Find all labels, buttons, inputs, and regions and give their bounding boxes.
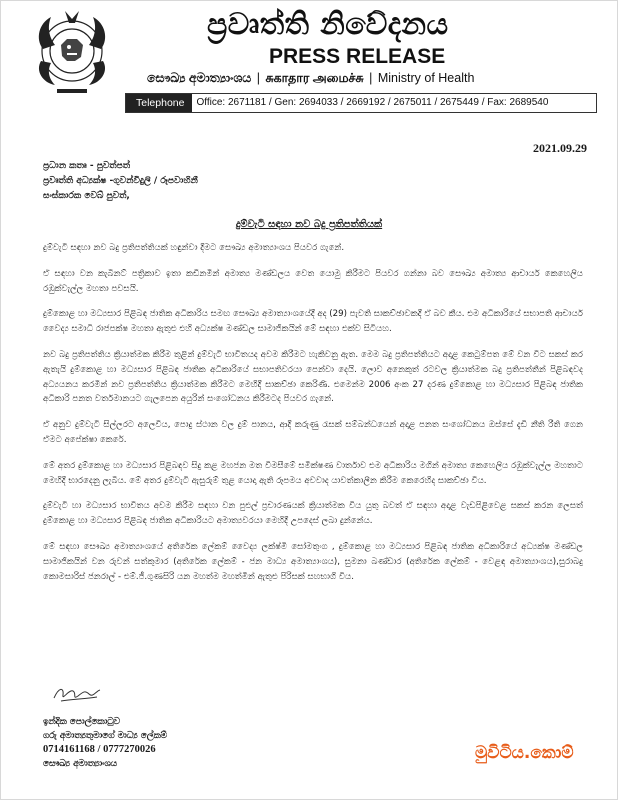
ministry-line <box>147 71 474 87</box>
telephone-numbers: Office: 2671181 / Gen: 2694033 / 2669192 / 2675011 / 2675449 / Fax: 2689540 <box>196 97 549 108</box>
body-paragraph: මේ සඳහා සෞඛ්‍ය අමාත්‍යාංශයේ අතිරේක ලේකම් වෛද්‍ය ලක්ෂ්මි සෝමතුංග , දුම්කොළ හා මධ්‍යසාර පිළිබඳ ජාතික අධිකාරියේ අධ්‍යක්ෂ මණ්ඩල සාමාජිකයින් වන රුවන් සත්කුමාර (අතිරේක ලේකම් - ජන මාධ්‍ය අමාත්‍යාංශය), සුමනා බණ්ඩාර (අතිරේක ලේකම් - වෙළඳ අමාත්‍යාංශය),සුරාබදු කොමසාරිස් ජනරාල් - එම්.ජී.ගුණසිරි යන මහත්ම මහත්මීන් ඇතුළු පිරිසක් සහභාගි විය. <box>43 541 583 582</box>
ministry-english: Ministry of Health <box>377 71 475 85</box>
telephone-label: Telephone <box>126 94 192 112</box>
body-paragraph: දුම්කොළ හා මධ්‍යසාර පිළිබඳ ජාතික අධිකාරිය සමඟ සෞඛ්‍ය අමාත්‍යාංශයේදී අද (29) පැවති සාකච්ඡාවකදී ඒ බව කීය. එම අධිකාරියේ සභාපති ආචාර්ය වෛද්‍ය සමාධි රාජපක්ෂ මහතා ඇතුළු එහි අධ්‍යක්ෂ මණ්ඩල සාමාජිකයින් මේ සඳහා එක්ව සිටියහ. <box>43 309 583 335</box>
sri-lanka-national-emblem-icon <box>31 9 113 101</box>
handwritten-signature-icon <box>51 681 103 705</box>
body-paragraph: මේ අතර දුම්කොළ හා මධ්‍යසාර පිළිබඳව සිදු කළ මහජන මත විමසීමේ සමීක්ෂණ වාර්තාව එම අධිකාරිය මගින් අමාත්‍ය කෙහෙලිය රඹුක්වැල්ල මහතාට මෙහිදී භාරදෙනු ලැබීය. මේ අතර දුම්වැටි ඇසුරුම් තුළ යොදා ඇති රූපමය අවවාද යාවත්කාලීන කිරීම කෙරෙහිද සාකච්ඡා විය. <box>43 460 583 486</box>
body-paragraph: දුම්වැටි සඳහා නව බදු ප්‍රතිපත්තියක් හඳුන්වා දීමට සෞඛ්‍ය අමාත්‍යාංශය පියවර ගැනේ. <box>43 243 345 253</box>
release-body <box>43 241 583 595</box>
subject-heading: දුම්වැටි සඳහා නව බදු ප්‍රතිපත්තියක් <box>235 219 383 230</box>
ministry-sinhala: සෞඛ්‍ය අමාත්‍යාංශය <box>147 71 252 85</box>
body-paragraph: ඒ සඳහා වන කැබිනට් පත්‍රිකාව ඉතා කඩිනමින් අමාත්‍ය මණ්ඩලය වෙත යොමු කිරීමට පියවර ගන්නා බව සෞඛ්‍ය අමාත්‍ය ආචාර්ය කෙහෙලිය රඹුක්වැල්ල මහතා පවසයි. <box>43 268 583 294</box>
site-watermark: මුවිටිය.කොම් <box>475 743 574 763</box>
body-paragraph: දුම්වැටි හා මධ්‍යසාර භාවිතය අවම කිරීම සඳහා වන පුළුල් ප්‍රචාරණයක් ක්‍රියාත්මක විය යුතු බවත් ඒ සඳහා අදාළ වැඩපිළිවෙළ සකස් කරන ලෙසත් දුම්කොළ හා මධ්‍යසාර පිළිබඳ ජාතික අධිකාරියට අමාත්‍යවරයා මෙහිදී උපදෙස් ලබා දුන්නේය. <box>43 501 583 527</box>
signer-details <box>43 715 167 771</box>
recipients-block <box>43 159 198 204</box>
signature-block <box>43 681 167 771</box>
signer-title: ගරු අමාත්‍යතුමාගේ මාධ්‍ය ලේකම් <box>43 731 167 741</box>
ministry-tamil: சுகாதார அமைச்சு <box>265 71 364 85</box>
recipient-line: සංස්කාරක වෙබ් පුවත්, <box>43 191 130 201</box>
signer-office: සෞඛ්‍ය අමාත්‍යාංශය <box>43 759 117 769</box>
body-paragraph: නව බදු ප්‍රතිපත්තිය ක්‍රියාත්මක කිරීම තුළින් දුම්වැටි භාවිතයද අවම කිරීමට හැකිවනු ඇත. මෙම බදු ප්‍රතිපත්තියට අදාළ කෙටුම්පත මේ වන විට සකස් කර ඇතැයි දුම්කොළ හා මධ්‍යසාර පිළිබඳ ජාතික අධිකාරියේ සභාපතිවරයා පෙන්වා දෙයි. ලොව අනෙකුත් රටවල ක්‍රියාත්මක බදු ප්‍රතිපත්තීන් පිළිබඳවද අධ්‍යයනය කරමින් නව ප්‍රතිපත්තිය ක්‍රියාත්මක කිරීමට මෙහිදී සාකච්ඡා කෙරිණි. එමෙන්ම 2006 අංක 27 දරණ දුම්කොළ හා මධ්‍යසාර පිළිබඳ ජාතික අධිකාරි පනත වර්තමානයට ගැලපෙන අයුරින් සංශෝධනය කිරීමටද පියවර ගැනේ. <box>43 349 583 405</box>
recipient-line: ප්‍රධාන කතෘ - පුවත්පත් <box>43 161 131 171</box>
signer-phones: 0714161168 / 0777270026 <box>43 744 156 755</box>
telephone-bar <box>125 93 597 113</box>
body-paragraph: ඒ අනුව දුම්වැටි සිල්ලරට අලෙවිය, පොදු ස්ථාන වල දුම් පානය, ආදී කරුණු රැසක් සම්බන්ධයෙන් අදාළ පනත සංශෝධනය ඔස්සේ දැඩි නීති රීති ගෙන ඒමට අපේක්ෂා කෙරේ. <box>43 420 583 445</box>
release-date: 2021.09.29 <box>533 141 587 155</box>
ministry-separator: | <box>369 71 373 85</box>
signer-name: ඉන්දික පොල්කොටුව <box>43 717 120 727</box>
title-english: PRESS RELEASE <box>269 45 446 68</box>
ministry-separator: | <box>256 71 260 85</box>
title-sinhala: ප්‍රවෘත්ති නිවේදනය <box>207 7 449 42</box>
recipient-line: ප්‍රවෘත්ති අධ්‍යක්ෂ -ගුවන්විදුලි / රූපවාහිනී <box>43 176 198 186</box>
